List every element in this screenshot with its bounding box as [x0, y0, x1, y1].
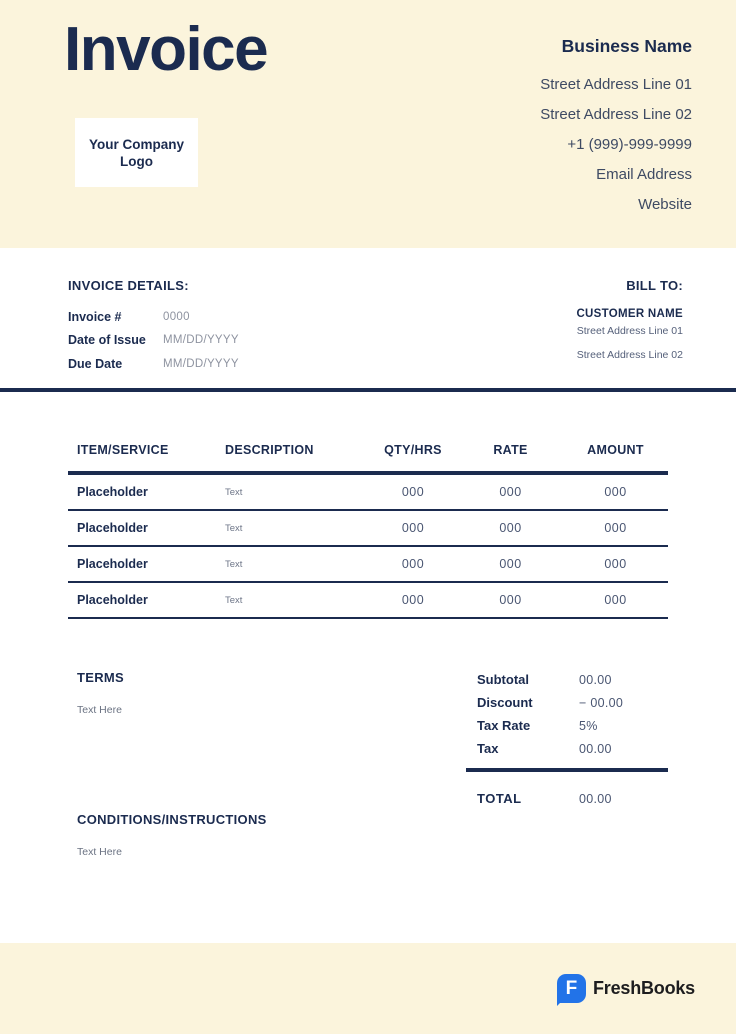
business-name: Business Name: [561, 36, 692, 56]
item-description: Text: [225, 522, 243, 534]
invoice-details-rows: [68, 305, 239, 376]
item-rate: 000: [499, 521, 522, 535]
col-header-amount: AMOUNT: [587, 443, 644, 457]
col-header-qty-hrs: QTY/HRS: [384, 443, 442, 457]
col-header-item-service: ITEM/SERVICE: [77, 443, 169, 457]
table-row: [68, 583, 668, 619]
table-header-row: [68, 430, 668, 475]
date-of-issue-label: Date of Issue: [68, 333, 146, 348]
due-date-label: Due Date: [68, 356, 123, 371]
line-items-table: [68, 430, 668, 619]
business-address-line-2: Street Address Line 02: [540, 106, 692, 123]
terms-text: Text Here: [77, 704, 122, 716]
total-row: [466, 791, 668, 806]
footer-band: [0, 943, 736, 1034]
table-row: [68, 547, 668, 583]
item-description: Text: [225, 486, 243, 498]
total-label: TOTAL: [477, 791, 522, 806]
discount-label: Discount: [477, 695, 533, 710]
tax-rate-value: 5%: [579, 718, 598, 733]
due-date-value: MM/DD/YYYY: [163, 357, 239, 370]
section-divider-bar: [0, 388, 736, 392]
freshbooks-leaf-icon: F: [557, 974, 586, 1003]
item-name: Placeholder: [77, 521, 148, 535]
item-qty: 000: [401, 485, 425, 499]
item-name: Placeholder: [77, 557, 148, 571]
totals-block: [466, 668, 668, 806]
conditions-text: Text Here: [77, 846, 122, 858]
discount-value: − 00.00: [579, 695, 624, 710]
col-header-rate: RATE: [493, 443, 528, 457]
invoice-details-band: [0, 248, 736, 388]
tax-rate-label: Tax Rate: [477, 718, 531, 733]
total-divider-bar: [466, 768, 668, 772]
customer-address-line-1: Street Address Line 01: [576, 325, 683, 337]
discount-row: [466, 691, 668, 714]
invoice-details-block: [68, 278, 239, 376]
item-amount: 000: [604, 521, 627, 535]
total-value: 00.00: [579, 791, 612, 806]
conditions-heading: CONDITIONS/INSTRUCTIONS: [77, 812, 267, 827]
item-rate: 000: [499, 557, 522, 571]
customer-address-line-2: Street Address Line 02: [576, 348, 683, 361]
business-phone: +1 (999)-999-9999: [567, 136, 692, 153]
date-of-issue-row: [68, 329, 239, 353]
subtotal-label: Subtotal: [477, 672, 529, 687]
item-rate: 000: [499, 485, 522, 499]
business-address-line-1: Street Address Line 01: [540, 76, 692, 93]
item-qty: 000: [401, 593, 425, 607]
item-amount: 000: [604, 485, 627, 499]
invoice-number-row: [68, 305, 239, 329]
tax-label: Tax: [477, 741, 499, 756]
company-logo-placeholder: [75, 118, 198, 187]
terms-heading: TERMS: [77, 670, 124, 685]
table-row: [68, 475, 668, 511]
item-description: Text: [225, 558, 243, 570]
customer-name: CUSTOMER NAME: [576, 308, 683, 320]
tax-value: 00.00: [579, 741, 612, 756]
item-description: Text: [225, 594, 243, 606]
company-logo-text: Your Company Logo: [88, 136, 184, 169]
due-date-row: [68, 352, 239, 376]
invoice-details-heading: INVOICE DETAILS:: [68, 278, 189, 293]
freshbooks-brand: [557, 974, 695, 1003]
business-website: Website: [638, 196, 692, 213]
freshbooks-wordmark: FreshBooks: [592, 978, 695, 998]
date-of-issue-value: MM/DD/YYYY: [163, 334, 239, 347]
item-name: Placeholder: [77, 593, 148, 607]
invoice-number-value: 0000: [163, 310, 190, 323]
col-header-description: DESCRIPTION: [225, 443, 314, 457]
item-name: Placeholder: [77, 485, 148, 499]
tax-row: [466, 737, 668, 760]
conditions-block: [77, 812, 267, 858]
terms-block: [77, 670, 124, 716]
subtotal-value: 00.00: [579, 672, 612, 687]
business-email: Email Address: [596, 166, 692, 183]
item-qty: 000: [401, 521, 425, 535]
item-qty: 000: [401, 557, 425, 571]
bill-to-block: [576, 278, 683, 367]
tax-rate-row: [466, 714, 668, 737]
bill-to-heading: BILL TO:: [626, 278, 683, 293]
invoice-number-label: Invoice #: [68, 309, 122, 324]
item-amount: 000: [604, 557, 627, 571]
business-info-block: [540, 36, 692, 220]
header-band: [0, 0, 736, 248]
table-row: [68, 511, 668, 547]
item-rate: 000: [499, 593, 522, 607]
page-title: Invoice: [64, 15, 268, 84]
subtotal-row: [466, 668, 668, 691]
item-amount: 000: [604, 593, 627, 607]
